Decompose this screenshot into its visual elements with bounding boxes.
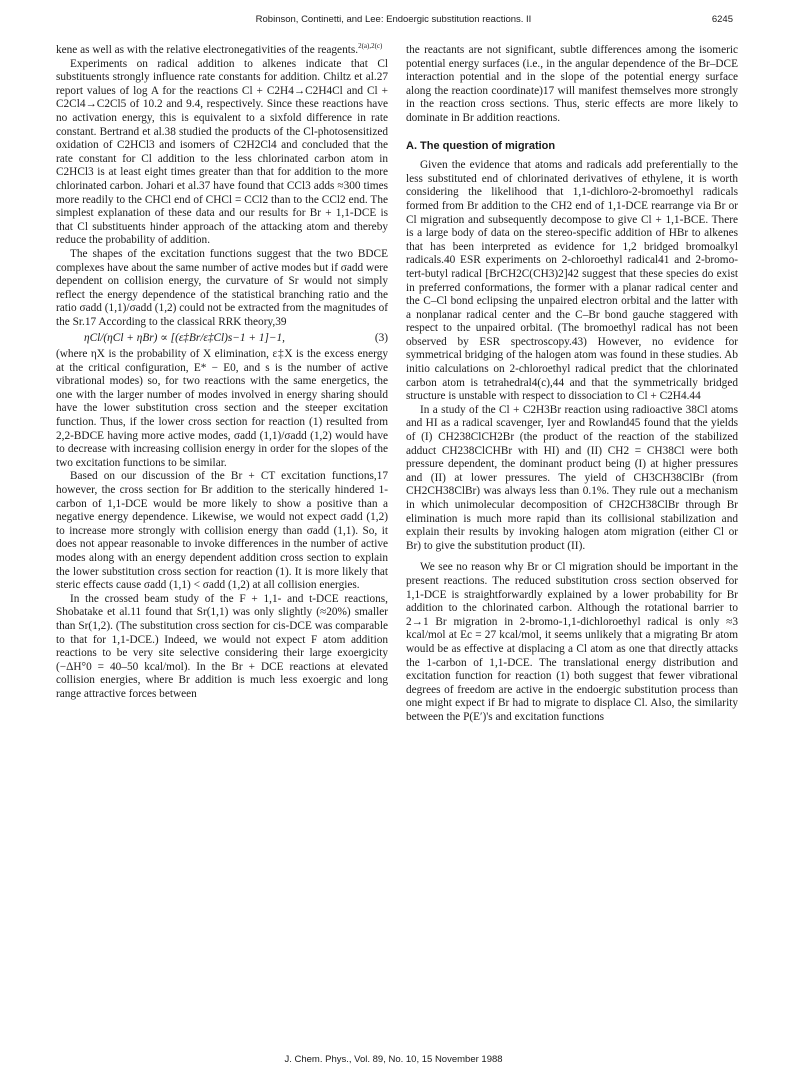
section-heading: A. The question of migration xyxy=(406,139,556,152)
equation-3 xyxy=(56,332,388,346)
left-column xyxy=(56,44,388,702)
left-paragraph-2: Experiments on radical addition to alkenes indicate that Cl substituents strongly influence rate constants for addition. Chiltz et al.27 report values of log A for the reactions Cl + C2H4→C2H4Cl and Cl + C2Cl4→C2Cl5 of 10.2 and 9.4, respectively. Since these reactions have no activation energy, this is equivalent to a sixfold difference in rate constant. Bertrand et al.38 studied the products of the Cl-photosensitized oxidation of C2HCl3 and isomers of C2H2Cl4 and concluded that the rate constant for Cl addition to the less chlorinated carbon atom in C2HCl3 is at least eight times greater than that for addition to the more chlorinated carbon. Johari et al.37 have found that CCl3 adds ≈300 times more readily to the CHCl end of CHCl = CCl2 than to the CCl2 end. The simplest explanation of these data and our results for Br + 1,1-DCE is that Cl substituents hinder approach of the attacking atom and thereby reduce the probability of addition. xyxy=(56,57,388,247)
left-paragraph-6: In the crossed beam study of the F + 1,1- and t-DCE reactions, Shobatake et al.11 found that Sr(1,1) was only slightly (≈20%) smaller than Sr(1,2). (The substitution cross section for cis-DCE was comparable to that for 1,1-DCE.) Indeed, we would not expect F atom addition reactions to be very site selective considering their large exoergicity (−ΔH°0 = 40–50 kcal/mol). In the Br + DCE reactions at elevated collision energies, where Br addition is much less exoergic and long range attractive forces between xyxy=(56,592,388,700)
left-paragraph-1: kene as well as with the relative electronegativities of the reagents.$^{2(a),2(c)}$ xyxy=(56,42,383,56)
equation-number: (3) xyxy=(374,332,388,345)
running-title: Robinson, Continetti, and Lee: Endoergic substitution reactions. II xyxy=(255,14,532,25)
right-paragraph-4: We see no reason why Br or Cl migration should be important in the present reactions. The reduced substitution cross section observed for 1,1-DCE is straightforwardly explained by a lower probability for Br addition to the chlorinated carbon. Although the rotational barrier to 2→1 Br migration in 2-bromo-1,1-dichloroethyl radical is only ≈3 kcal/mol at Ec = 27 kcal/mol, it seems unlikely that a migrating Br atom would be as effective at displacing a Cl atom as one that directly attacks the 1-carbon of 1,1-DCE. The translational energy distribution and excitation function for reaction (1) both suggest that fewer vibrational degrees of freedom are active in the endoergic substitution process than one might expect if Br had to migrate to displace Cl. Also, the similarity between the P(E′)'s and excitation functions xyxy=(406,561,738,723)
running-header xyxy=(0,14,787,28)
right-paragraph-1: the reactants are not significant, subtle differences among the isomeric potential energy surfaces (i.e., in the angular dependence of the Br–DCE interaction potential and in the slope of the potential energy surface along the reaction coordinate)17 will manifest themselves more strongly in the reaction cross sections. Thus, steric effects are more likely to dominate in Br addition reactions. xyxy=(406,44,738,124)
left-paragraph-3: The shapes of the excitation functions suggest that the two BDCE complexes have about the same number of active modes but if σadd were dependent on collision energy, the curvature of Sr would not simply reflect the energy dependence of the statistical branching ratio and the ratio σadd (1,1)/σadd (1,2) could not be extracted from the magnitudes of the Sr.17 According to the classical RRK theory,39 xyxy=(56,247,388,328)
page-number: 6245 xyxy=(711,14,733,25)
equation-body: ηCl/(ηCl + ηBr) ∝ [(ε‡Br/ε‡Cl)s−1 + 1]−1, xyxy=(84,332,285,345)
left-paragraph-5: Based on our discussion of the Br + CT excitation functions,17 however, the cross section for Br addition to the sterically hindered 1-carbon of 1,1-DCE would be more likely to show a positive than a negative energy dependence. Likewise, we would not expect σadd (1,2) to increase more strongly with collision energy than σadd (1,1). So, it does not appear reasonable to invoke differences in the number of active modes along with an energy dependent addition cross section to explain the lower substitution cross section for reaction (1). It is more likely that steric effects cause σadd (1,1) < σadd (1,2) at all collision energies. xyxy=(56,470,388,592)
right-paragraph-2: Given the evidence that atoms and radicals add preferentially to the less substituted end of chlorinated derivatives of ethylene, it is worth considering the likelihood that 1,1-dichloro-2-bromoethyl radicals formed from Br addition to the CH2 end of 1,1-DCE rearrange via Br or Cl migration and subsequently decompose to give Cl + 1,1-BCE. There is a large body of data on the stereo-specific addition of HBr to alkenes that has been interpreted as evidence for 1,2 bridged bromoalkyl radicals.40 ESR experiments on 2-chloroethyl radical41 and 2-bromo-tert-butyl radical [BrCH2C(CH3)2]42 suggest that these species do exist in preferred conformations, the former with a planar radical center and the C–Cl bond eclipsing the unpaired electron orbital and the latter with a nonplanar radical center and the C–Br bond gauche staggered with respect to the unpaired orbital. (The bromoethyl radical has not been observed by ESR spectroscopy.43) However, no evidence for symmetrical bridging of the halogen atom was found in these studies. Ab initio calculations on 2-chloroethyl radical predict that the chlorinated carbon atom is tetrahedral4(c),44 and that the symmetrically bridged structure is unstable with respect to dissociation to Cl + C2H4.44 xyxy=(406,159,738,403)
right-paragraph-3: In a study of the Cl + C2H3Br reaction using radioactive 38Cl atoms and HI as a radical scavenger, Iyer and Rowland45 found that the yields of (I) CH238ClCH2Br (the product of the reaction of the stabilized adduct CH238ClCHBr with HI) and (II) CH2 = CH38Cl were both pressure dependent, the dominant product being (I) at higher pressures and (II) at lower pressures. The yield of CH3CH38ClBr (from CH2CH38ClBr) was always less than 0.1%. They rule out a mechanism in which unimolecular decomposition of CH2CH38ClBr through Br elimination is much more rapid than its collisional stabilization and explain their results by invoking halogen atom migration (either Cl or Br) to give the substitution product (II). xyxy=(406,403,738,552)
right-column xyxy=(406,44,738,725)
footer-citation: J. Chem. Phys., Vol. 89, No. 10, 15 November 1988 xyxy=(284,1054,503,1065)
left-paragraph-4: (where ηX is the probability of X elimination, ε‡X is the excess energy at the critical configuration, E* − E0, and s is the number of active vibrational modes) so, for two reactions with the same energetics, the one with the larger number of modes involved in energy sharing should have the lower substitution cross section and the steeper excitation function. Thus, if the lower cross section for reaction (1) resulted from 2,2-BDCE having more active modes, σadd (1,1)/σadd (1,2) would have to decrease with increasing collision energy in order for the slopes of the two excitation functions to be similar. xyxy=(56,348,388,469)
